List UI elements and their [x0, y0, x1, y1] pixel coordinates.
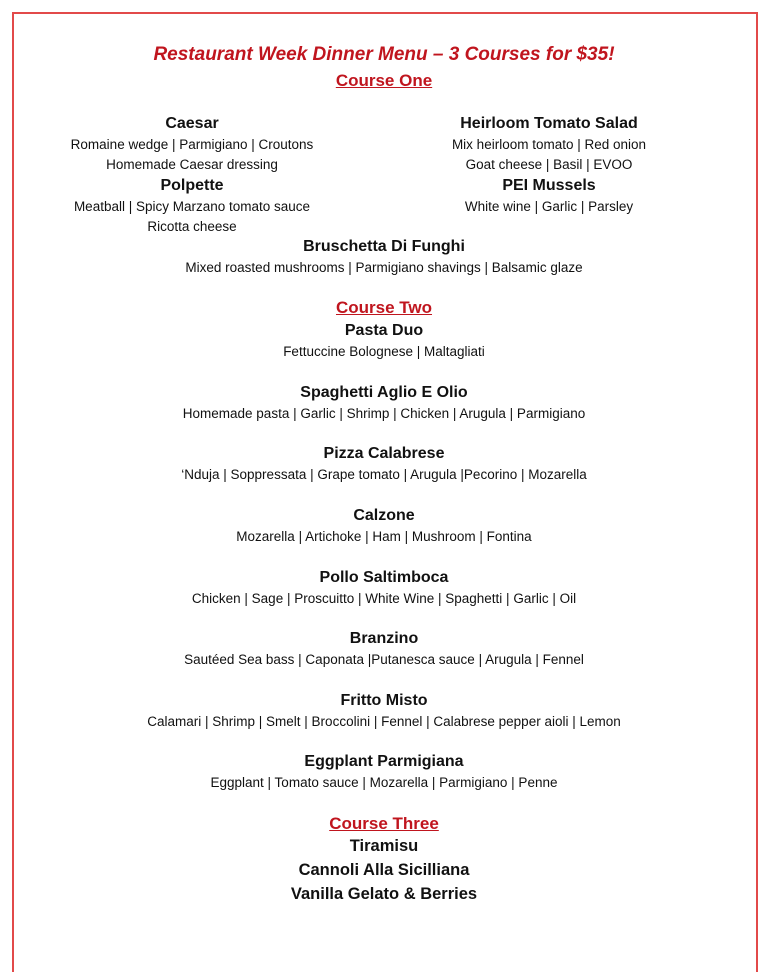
course-three-heading: Course Three: [329, 814, 439, 833]
dish-description: Homemade pasta | Garlic | Shrimp | Chicken | Arugula | Parmigiano: [182, 406, 586, 421]
dish-name: Pollo Saltimboca: [319, 569, 449, 586]
dish-caesar: [0, 113, 384, 175]
dish-description: Ricotta cheese: [147, 219, 237, 234]
dish-name: Pizza Calabrese: [323, 445, 445, 462]
dish-pollo-saltimboca: [0, 567, 768, 609]
dish-description: Mozarella | Artichoke | Ham | Mushroom | Fontina: [236, 529, 532, 544]
dish-description: Fettuccine Bolognese | Maltagliati: [283, 344, 485, 359]
dish-bruschetta-di-funghi: [0, 236, 768, 278]
course-one-heading: Course One: [335, 71, 433, 90]
dessert-list: [0, 834, 768, 906]
dish-branzino: [0, 628, 768, 670]
dish-description: Calamari | Shrimp | Smelt | Broccolini | Fennel | Calabrese pepper aioli | Lemon: [147, 714, 621, 729]
dish-name: Pasta Duo: [344, 322, 424, 339]
dish-name: Caesar: [165, 115, 219, 132]
dish-name: Eggplant Parmigiana: [304, 753, 464, 770]
dish-name: Fritto Misto: [340, 692, 428, 709]
dish-description: Sautéed Sea bass | Caponata |Putanesca sauce | Arugula | Fennel: [184, 652, 584, 667]
dish-name: PEI Mussels: [502, 177, 596, 194]
dish-name: Heirloom Tomato Salad: [460, 115, 638, 132]
dish-description: Eggplant | Tomato sauce | Mozarella | Parmigiano | Penne: [210, 775, 558, 790]
dish-name: Bruschetta Di Funghi: [303, 238, 465, 255]
dessert-gelato: Vanilla Gelato & Berries: [290, 885, 478, 903]
dish-spaghetti-aglio-e-olio: [0, 382, 768, 424]
dish-polpette: [0, 175, 384, 237]
dish-description: Meatball | Spicy Marzano tomato sauce: [73, 199, 311, 214]
dish-description: ‘Nduja | Soppressata | Grape tomato | Arugula |Pecorino | Mozarella: [181, 467, 587, 482]
dish-description: Homemade Caesar dressing: [106, 157, 278, 172]
dish-description: Chicken | Sage | Proscuitto | White Wine | Spaghetti | Garlic | Oil: [191, 591, 577, 606]
dish-description: Goat cheese | Basil | EVOO: [465, 157, 633, 172]
dish-description: Mix heirloom tomato | Red onion: [451, 137, 647, 152]
dish-calzone: [0, 505, 768, 547]
dish-description: Romaine wedge | Parmigiano | Croutons: [70, 137, 314, 152]
dessert-cannoli: Cannoli Alla Sicilliana: [298, 861, 470, 879]
dish-fritto-misto: [0, 690, 768, 732]
dish-pizza-calabrese: [0, 443, 768, 485]
dish-description: Mixed roasted mushrooms | Parmigiano shavings | Balsamic glaze: [185, 260, 583, 275]
dish-eggplant-parmigiana: [0, 751, 768, 793]
dish-name: Branzino: [349, 630, 419, 647]
dish-name: Calzone: [353, 507, 415, 524]
dish-pei-mussels: [384, 175, 714, 217]
dish-name: Polpette: [160, 177, 224, 194]
dish-pasta-duo: [0, 320, 768, 362]
course-two-heading: Course Two: [335, 298, 433, 317]
dish-description: White wine | Garlic | Parsley: [464, 199, 634, 214]
dish-heirloom-tomato-salad: [384, 113, 714, 175]
menu-title: Restaurant Week Dinner Menu – 3 Courses for $35!: [153, 44, 615, 65]
dessert-tiramisu: Tiramisu: [349, 837, 419, 855]
dish-name: Spaghetti Aglio E Olio: [300, 384, 468, 401]
